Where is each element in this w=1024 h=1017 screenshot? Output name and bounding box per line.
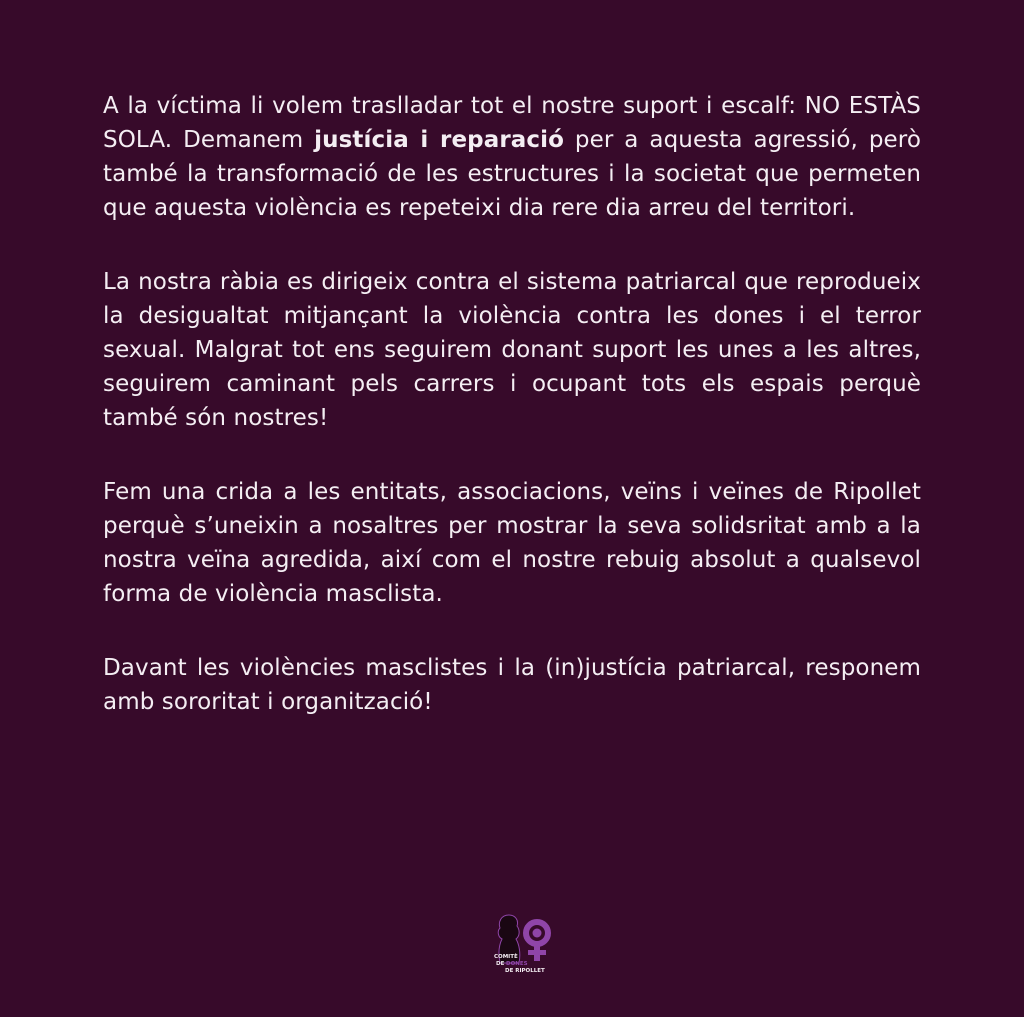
logo-line-4: DE RIPOLLET (505, 968, 545, 974)
comite-de-dones-logo (467, 911, 559, 983)
logo-line-2: DE (496, 961, 505, 967)
paragraph-call-to-action: Fem una crida a les entitats, associacions, veïns i veïnes de Ripollet perquè s’uneixin a nosaltres per mostrar la seva solidsritat amb a la nostra veïna agredida, així com el nostre rebuig absolut a qualsevol forma de violència masclista. (103, 479, 921, 607)
paragraph-anger: La nostra ràbia es dirigeix contra el sistema patriarcal que reprodueix la desigualtat mitjançant la violència contra les dones i el terror sexual. Malgrat tot ens seguirem donant suport les unes a les altres, seguirem caminant pels carrers i ocupant tots els espais perquè també són nostres! (103, 269, 921, 431)
statement-text (103, 89, 921, 759)
feminist-symbol-fist (533, 929, 542, 938)
logo-line-3: DONES (506, 961, 528, 967)
paragraph-support-text-start: A la víctima li volem traslladar tot el nostre suport i escalf: NO ESTÀS SOLA. Demanem (103, 93, 921, 153)
justice-reparation-emphasis: justícia i reparació (314, 127, 565, 153)
paragraph-support (103, 89, 921, 225)
logo-graphic (467, 911, 559, 983)
feminist-symbol-crossbar (528, 950, 546, 955)
logo-line-1: COMITÈ (494, 954, 518, 960)
paragraph-conclusion: Davant les violències masclistes i la (in)justícia patriarcal, responem amb sororitat i organització! (103, 655, 921, 715)
paragraph-support-text-end: per a aquesta agressió, però també la transformació de les estructures i la societat que permeten que aquesta violència es repeteixi dia rere dia arreu del territori. (103, 127, 922, 221)
